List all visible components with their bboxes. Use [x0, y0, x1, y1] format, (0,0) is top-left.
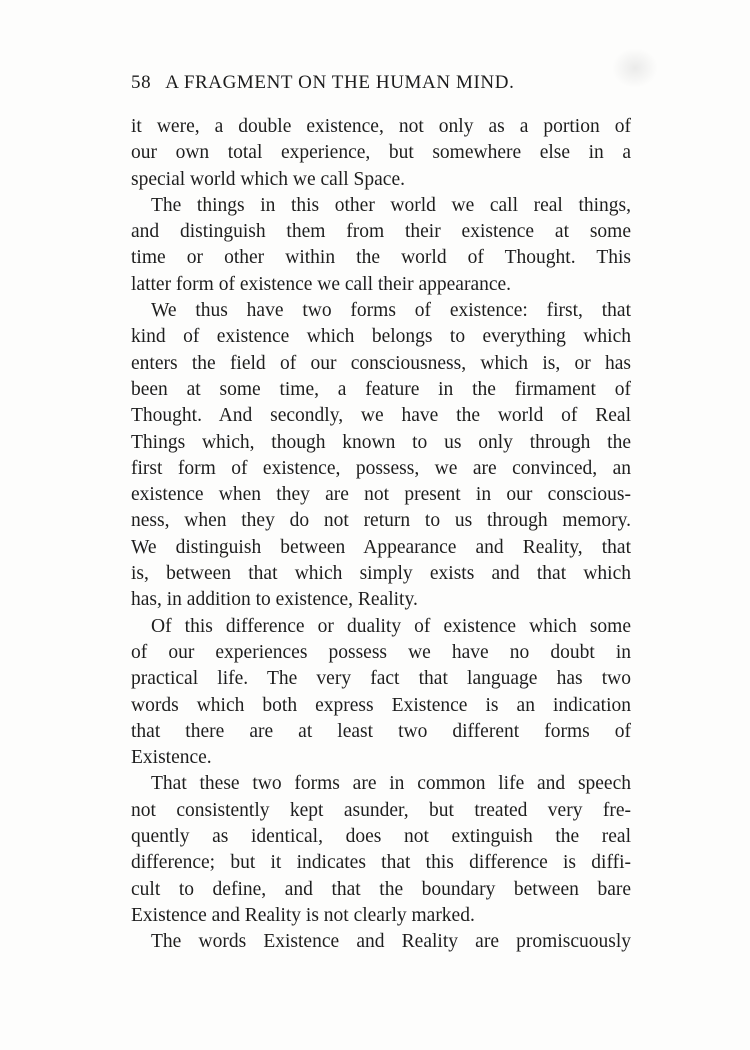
text-line: words which both express Existence is an indication	[131, 694, 631, 716]
text-line: Thought. And secondly, we have the world of Real	[131, 405, 631, 427]
text-line: Of this difference or duality of existence which some	[151, 615, 631, 637]
text-line: not consistently kept asunder, but treated very fre-	[131, 799, 631, 821]
text-line: special world which we call Space.	[131, 168, 405, 190]
text-line: kind of existence which belongs to everything which	[131, 326, 631, 348]
text-line: That these two forms are in common life and speech	[151, 773, 631, 795]
text-line: it were, a double existence, not only as a portion of	[131, 116, 631, 137]
text-line: first form of existence, possess, we are convinced, an	[131, 457, 631, 479]
text-line: existence when they are not present in our conscious-	[131, 484, 631, 506]
text-line: that there are at least two different forms of	[131, 720, 631, 742]
text-line: enters the field of our consciousness, which is, or has	[131, 352, 631, 374]
text-line: Existence.	[131, 747, 212, 769]
text-line: We distinguish between Appearance and Reality, that	[131, 536, 631, 558]
text-line: difference; but it indicates that this difference is diffi-	[131, 852, 631, 874]
text-line: Existence and Reality is not clearly marked.	[131, 904, 475, 926]
paragraph	[131, 193, 631, 298]
text-line: quently as identical, does not extinguish the real	[131, 826, 631, 848]
text-line: latter form of existence we call their appearance.	[131, 273, 512, 295]
text-line: is, between that which simply exists and that which	[131, 563, 631, 585]
text-line: been at some time, a feature in the firmament of	[131, 378, 631, 400]
text-line: our own total experience, but somewhere else in a	[131, 142, 631, 164]
text-line: has, in addition to existence, Reality.	[131, 589, 418, 611]
text-line: and distinguish them from their existence at some	[131, 221, 631, 243]
body-text	[131, 114, 631, 956]
running-head	[131, 72, 609, 94]
text-line: of our experiences possess we have no doubt in	[131, 641, 631, 663]
paragraph	[131, 614, 631, 772]
text-line: time or other within the world of Thought. This	[131, 247, 631, 269]
paragraph	[131, 298, 631, 614]
text-line: The words Existence and Reality are promiscuously	[151, 931, 631, 953]
text-line: The things in this other world we call real things,	[151, 194, 631, 216]
text-line: practical life. The very fact that language has two	[131, 668, 631, 690]
paragraph	[131, 929, 631, 955]
text-line: Things which, though known to us only through the	[131, 431, 631, 453]
paragraph	[131, 771, 631, 929]
paper-smudge	[612, 48, 658, 88]
text-line: cult to define, and that the boundary between bare	[131, 878, 631, 900]
paragraph	[131, 114, 631, 193]
running-title: A FRAGMENT ON THE HUMAN MIND.	[165, 72, 515, 93]
text-line: We thus have two forms of existence: first, that	[151, 300, 631, 322]
page-number: 58	[131, 72, 152, 93]
text-line: ness, when they do not return to us through memory.	[131, 510, 631, 532]
